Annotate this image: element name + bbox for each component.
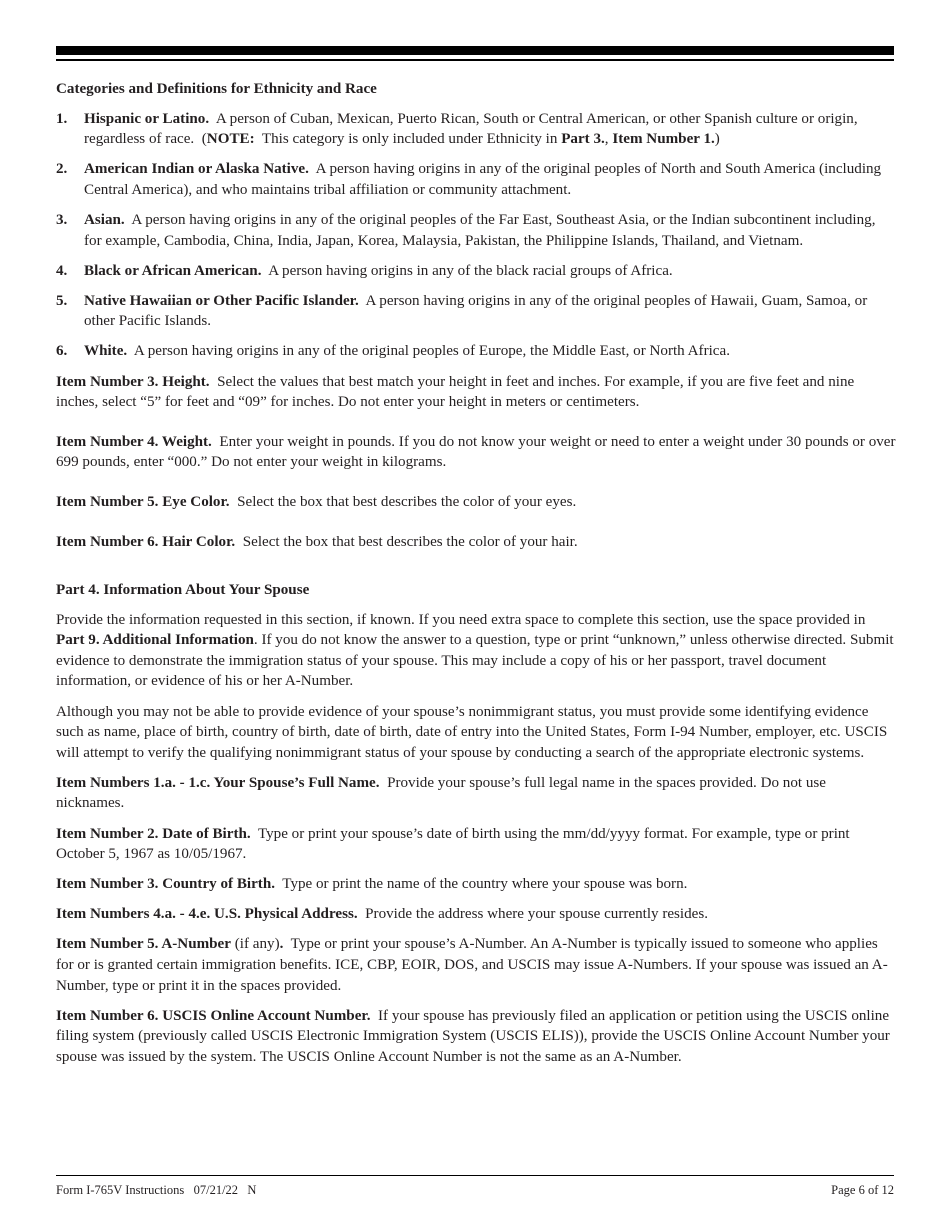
note-label: NOTE: [206, 131, 255, 148]
item-number: 3. [56, 211, 68, 228]
item-number: 2. [56, 161, 68, 178]
category-term: Black or African American. [84, 262, 262, 279]
instruction-item-a-number: Item Number 5. A-Number (if any). Type or print your spouse’s A-Number. An A-Number is typically issued to someone who applies for or is granted certain immigration benefits. ICE, CBP, EOIR, DOS, and USCIS may issue A-Numbers. If your spouse was issued an A-Number, type or print it in the spaces provided. [56, 936, 888, 994]
category-item [56, 210, 896, 251]
item-label: Item Numbers 1.a. - 1.c. Your Spouse’s Full Name. [56, 774, 380, 791]
instruction-item-spouse-name [56, 773, 896, 814]
category-item [56, 159, 896, 200]
category-term: Asian. [84, 211, 125, 228]
category-definition: A person having origins in any of the original peoples of North and South America (including Central America), and who maintains tribal affiliation or community attachment. [84, 161, 882, 198]
instruction-item-hair-color [56, 532, 896, 553]
instruction-item-weight [56, 432, 896, 473]
part-reference: Part 9. Additional Information [56, 632, 254, 649]
item-label: Item Number 6. Hair Color. [56, 533, 236, 550]
instruction-item-online-account-number [56, 1006, 896, 1068]
header-rule-thin [56, 59, 894, 61]
item-text: Type or print the name of the country where your spouse was born. [282, 876, 688, 893]
category-definition: A person having origins in any of the original peoples of the Far East, Southeast Asia, or the Indian subcontinent including, for example, Cambodia, China, India, Japan, Korea, Malaysia, Pakistan, the Philippine Islands, Thailand, and Vietnam. [84, 211, 876, 249]
category-definition: A person having origins in any of the black racial groups of Africa. [268, 262, 673, 279]
item-text: Enter your weight in pounds. If you do not know your weight or need to enter a weight under 30 pounds or over 699 pounds, enter “000.” Do not enter your weight in kilograms. [56, 433, 896, 471]
part4-intro-paragraph: Provide the information requested in this section, if known. If you need extra space to complete this section, use the space provided in Part 9. Additional Information. If you do not know the answer to a question, type or print “unknown,” unless otherwise directed. Submit evidence to demonstrate the immigration status of your spouse. This may include a copy of his or her passport, travel document information, or evidence of his or her A-Number. [56, 611, 894, 690]
item-number: 5. [56, 292, 68, 309]
item-text: Select the values that best match your height in feet and inches. For example, if you are five feet and nine inches, select “5” for feet and “09” for inches. Do not enter your height in meters or centimeters. [56, 373, 855, 411]
page-content [56, 79, 896, 1077]
category-definition: A person having origins in any of the original peoples of Europe, the Middle East, or North Africa. [133, 343, 730, 360]
item-text: Select the box that best describes the color of your hair. [242, 533, 578, 550]
item-text: If your spouse has previously filed an application or petition using the USCIS online filing system (previously called USCIS Electronic Immigration System (USCIS ELIS)), provide the USCIS Online Account Number your spouse was issued by the system. The USCIS Online Account Number is not the same as an A-Number. [56, 1007, 890, 1065]
item-number: 4. [56, 262, 68, 279]
item-label: Item Number 4. Weight. [56, 433, 212, 450]
category-term: American Indian or Alaska Native. [84, 161, 309, 178]
instruction-item-eye-color [56, 492, 896, 513]
category-item [56, 261, 896, 282]
category-item: 1. Hispanic or Latino. A person of Cuban, Mexican, Puerto Rican, South or Central American, or other Spanish culture or origin, regardless of race. (NOTE: This category is only included under Ethnicity in Part 3., Item Number 1.) [56, 109, 896, 150]
category-item [56, 341, 896, 362]
item-label-qualifier: (if any) [234, 936, 280, 953]
category-definition: A person having origins in any of the original peoples of Hawaii, Guam, Samoa, or other Pacific Islands. [84, 292, 868, 330]
category-term: Native Hawaiian or Other Pacific Islander. [84, 292, 359, 309]
item-text: Type or print your spouse’s A-Number. An A-Number is typically issued to someone who applies for or is granted certain immigration benefits. ICE, CBP, EOIR, DOS, and USCIS may issue A-Numbers. If your spouse was issued an A-Number, type or print it in the spaces provided. [56, 936, 888, 994]
item-text: Provide the address where your spouse currently resides. [365, 906, 709, 923]
instruction-item-physical-address [56, 904, 896, 925]
section-heading-part4: Part 4. Information About Your Spouse [56, 582, 310, 599]
item-label: Item Numbers 4.a. - 4.e. U.S. Physical Address. [56, 906, 358, 923]
instruction-item-country-of-birth [56, 874, 896, 895]
footer-page-number: Page 6 of 12 [831, 1183, 894, 1197]
category-term: White. [84, 343, 128, 360]
instruction-item-height [56, 372, 896, 413]
footer-rule [56, 1175, 894, 1176]
item-text: Select the box that best describes the color of your eyes. [237, 493, 577, 510]
category-definition: A person of Cuban, Mexican, Puerto Rican, South or Central American, or other Spanish culture or origin, regardless of race. [84, 110, 858, 148]
footer-form-id: Form I-765V Instructions 07/21/22 N [56, 1183, 257, 1197]
item-number: 1. [56, 110, 68, 127]
item-label: Item Number 5. A-Number [56, 936, 231, 953]
item-text: Type or print your spouse’s date of birth using the mm/dd/yyyy format. For example, type or print October 5, 1967 as 10/05/1967. [56, 825, 850, 863]
note-ref-part: Part 3. [561, 131, 605, 148]
item-label: Item Number 2. Date of Birth. [56, 825, 251, 842]
section-heading-ethnicity-race: Categories and Definitions for Ethnicity and Race [56, 81, 377, 97]
instruction-item-date-of-birth [56, 824, 896, 865]
item-label: Item Number 3. Height. [56, 373, 210, 390]
item-label: Item Number 5. Eye Color. [56, 493, 230, 510]
item-label: Item Number 6. USCIS Online Account Number. [56, 1007, 371, 1024]
note-ref-item: Item Number 1. [612, 131, 715, 148]
note-text: This category is only included under Ethnicity in [261, 131, 558, 148]
header-rule-thick [56, 46, 894, 55]
item-number: 6. [56, 343, 68, 360]
category-term: Hispanic or Latino. [84, 110, 210, 127]
category-item [56, 291, 896, 332]
part4-evidence-paragraph: Although you may not be able to provide evidence of your spouse’s nonimmigrant status, you must provide some identifying evidence such as name, place of birth, country of birth, date of birth, date of entry into the United States, Form I-94 Number, employer, etc. USCIS will attempt to verify the qualifying nonimmigrant status of your spouse by conducting a search of the appropriate electronic systems. [56, 703, 888, 761]
item-text: Provide your spouse’s full legal name in the spaces provided. Do not use nicknames. [56, 774, 826, 812]
item-label: Item Number 3. Country of Birth. [56, 876, 275, 893]
